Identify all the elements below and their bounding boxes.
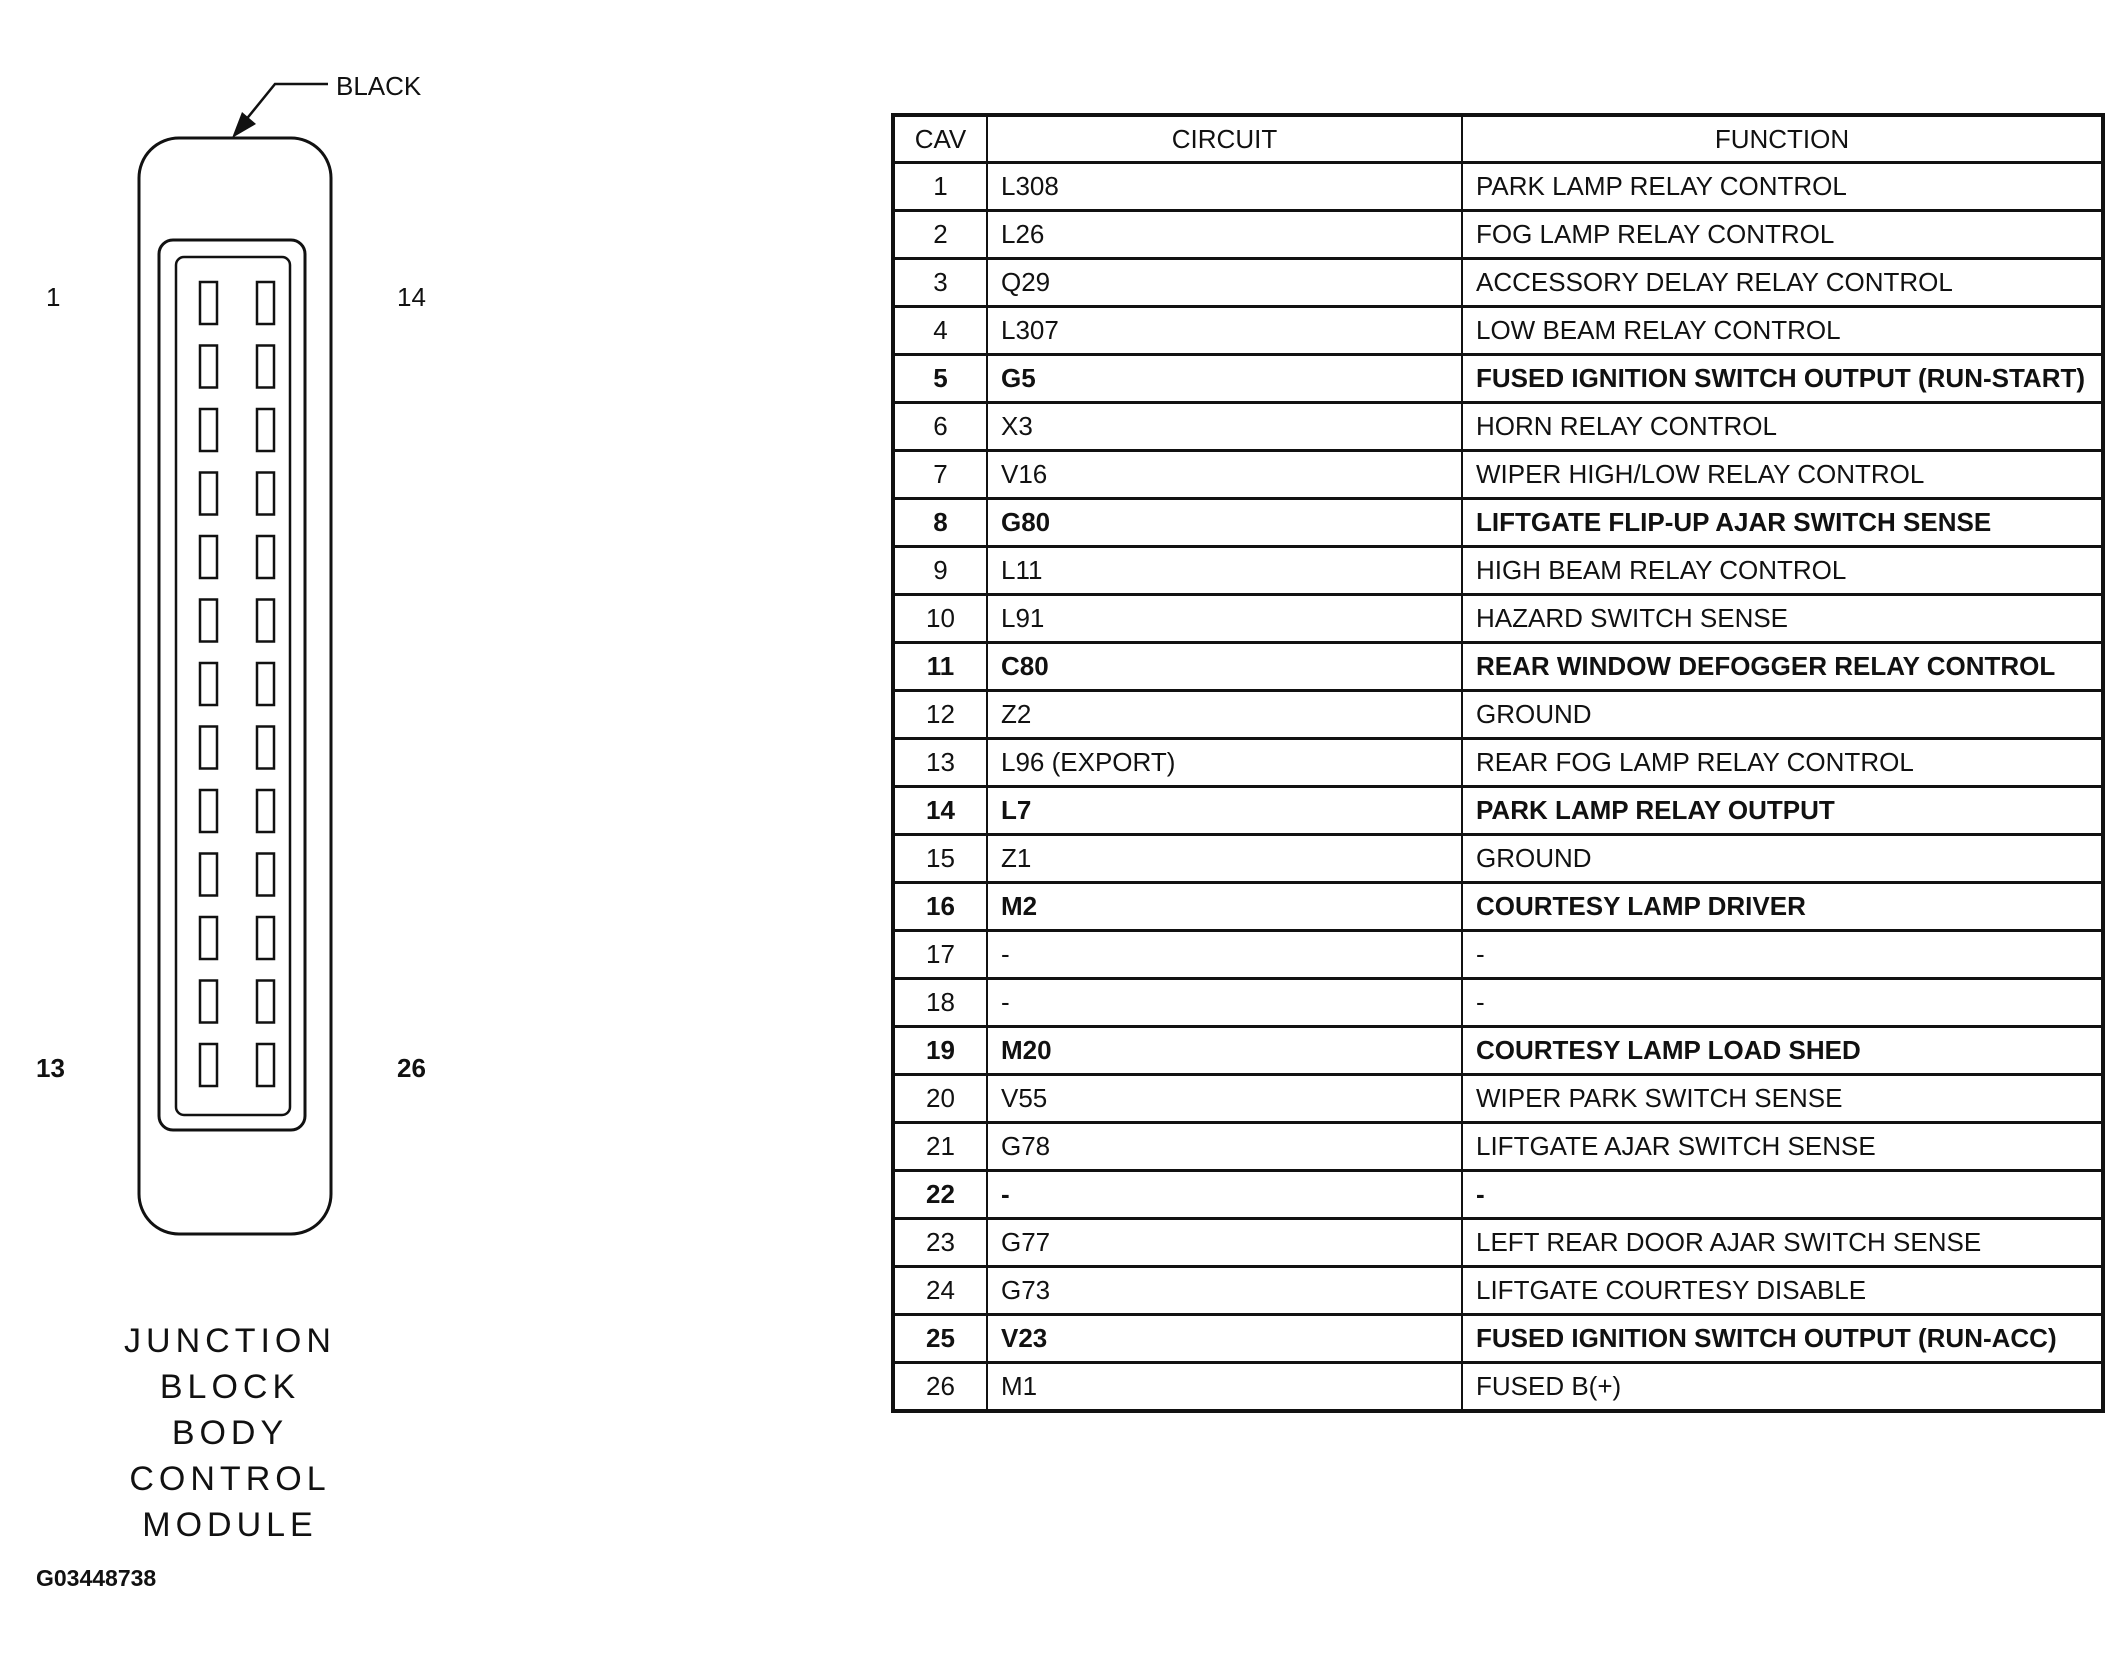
pin-cavity <box>200 1044 217 1086</box>
header-circuit: CIRCUIT <box>987 115 1462 163</box>
module-title-line: MODULE <box>142 1506 318 1544</box>
circuit-cell: M1 <box>987 1363 1462 1412</box>
pin-cavity <box>257 981 274 1023</box>
function-cell: WIPER PARK SWITCH SENSE <box>1462 1075 2103 1123</box>
table-row <box>893 211 2103 259</box>
cav-cell: 18 <box>893 979 987 1027</box>
pin-cavity <box>200 981 217 1023</box>
module-title-line: BODY <box>171 1414 289 1452</box>
cav-cell: 12 <box>893 691 987 739</box>
table-row <box>893 595 2103 643</box>
table-row <box>893 1363 2103 1412</box>
cav-cell: 4 <box>893 307 987 355</box>
cav-cell: 22 <box>893 1171 987 1219</box>
function-cell: LOW BEAM RELAY CONTROL <box>1462 307 2103 355</box>
cav-cell: 15 <box>893 835 987 883</box>
circuit-cell: L7 <box>987 787 1462 835</box>
function-cell: HIGH BEAM RELAY CONTROL <box>1462 547 2103 595</box>
function-cell: REAR WINDOW DEFOGGER RELAY CONTROL <box>1462 643 2103 691</box>
function-cell: COURTESY LAMP LOAD SHED <box>1462 1027 2103 1075</box>
pin-cavity <box>200 727 217 769</box>
circuit-cell: M2 <box>987 883 1462 931</box>
cav-cell: 17 <box>893 931 987 979</box>
cav-cell: 3 <box>893 259 987 307</box>
table-row <box>893 979 2103 1027</box>
function-cell: HAZARD SWITCH SENSE <box>1462 595 2103 643</box>
table-row <box>893 1171 2103 1219</box>
function-cell: HORN RELAY CONTROL <box>1462 403 2103 451</box>
cav-cell: 25 <box>893 1315 987 1363</box>
table-row <box>893 499 2103 547</box>
cav-cell: 1 <box>893 163 987 211</box>
function-cell: REAR FOG LAMP RELAY CONTROL <box>1462 739 2103 787</box>
cav-cell: 9 <box>893 547 987 595</box>
circuit-cell: M20 <box>987 1027 1462 1075</box>
circuit-cell: L11 <box>987 547 1462 595</box>
table-row <box>893 739 2103 787</box>
table-row <box>893 691 2103 739</box>
function-cell: ACCESSORY DELAY RELAY CONTROL <box>1462 259 2103 307</box>
pin-cavity <box>257 600 274 642</box>
table-row <box>893 259 2103 307</box>
pin-cavity <box>257 1044 274 1086</box>
cav-cell: 6 <box>893 403 987 451</box>
table-row <box>893 1075 2103 1123</box>
pin-label-bottom-right: 26 <box>397 1053 426 1083</box>
table-row <box>893 403 2103 451</box>
cav-cell: 26 <box>893 1363 987 1412</box>
function-cell: LIFTGATE FLIP-UP AJAR SWITCH SENSE <box>1462 499 2103 547</box>
circuit-cell: V23 <box>987 1315 1462 1363</box>
cav-cell: 19 <box>893 1027 987 1075</box>
pin-label-top-left: 1 <box>46 282 61 312</box>
circuit-cell: X3 <box>987 403 1462 451</box>
cav-cell: 20 <box>893 1075 987 1123</box>
circuit-cell: G78 <box>987 1123 1462 1171</box>
function-cell: FOG LAMP RELAY CONTROL <box>1462 211 2103 259</box>
circuit-cell: - <box>987 931 1462 979</box>
function-cell: GROUND <box>1462 835 2103 883</box>
cav-cell: 21 <box>893 1123 987 1171</box>
pin-cavity <box>200 917 217 959</box>
pin-cavity <box>257 854 274 896</box>
table-row <box>893 1315 2103 1363</box>
circuit-cell: L307 <box>987 307 1462 355</box>
circuit-cell: - <box>987 979 1462 1027</box>
module-title <box>100 1318 360 1548</box>
circuit-cell: Z2 <box>987 691 1462 739</box>
circuit-cell: Q29 <box>987 259 1462 307</box>
circuit-cell: G80 <box>987 499 1462 547</box>
function-cell: WIPER HIGH/LOW RELAY CONTROL <box>1462 451 2103 499</box>
pin-cavity <box>257 790 274 832</box>
circuit-cell: V55 <box>987 1075 1462 1123</box>
circuit-cell: L308 <box>987 163 1462 211</box>
circuit-cell: L96 (EXPORT) <box>987 739 1462 787</box>
function-cell: FUSED B(+) <box>1462 1363 2103 1412</box>
pin-cavity <box>200 600 217 642</box>
function-cell: FUSED IGNITION SWITCH OUTPUT (RUN-START) <box>1462 355 2103 403</box>
pinout-table-body <box>893 163 2103 1412</box>
pin-cavity <box>200 854 217 896</box>
circuit-cell: V16 <box>987 451 1462 499</box>
table-row <box>893 835 2103 883</box>
function-cell: FUSED IGNITION SWITCH OUTPUT (RUN-ACC) <box>1462 1315 2103 1363</box>
pin-cavity <box>200 282 217 324</box>
pin-cavity <box>257 536 274 578</box>
function-cell: - <box>1462 931 2103 979</box>
function-cell: LIFTGATE AJAR SWITCH SENSE <box>1462 1123 2103 1171</box>
circuit-cell: L26 <box>987 211 1462 259</box>
function-cell: PARK LAMP RELAY OUTPUT <box>1462 787 2103 835</box>
color-leader-arrow <box>232 112 256 138</box>
connector-color-label: BLACK <box>336 71 422 101</box>
header-cav: CAV <box>893 115 987 163</box>
table-row <box>893 931 2103 979</box>
cav-cell: 14 <box>893 787 987 835</box>
pin-cavity <box>200 663 217 705</box>
table-row <box>893 1267 2103 1315</box>
pin-cavity <box>200 473 217 515</box>
connector-body-outline <box>139 138 331 1234</box>
cav-cell: 24 <box>893 1267 987 1315</box>
table-row <box>893 307 2103 355</box>
circuit-cell: G73 <box>987 1267 1462 1315</box>
function-cell: GROUND <box>1462 691 2103 739</box>
function-cell: COURTESY LAMP DRIVER <box>1462 883 2103 931</box>
cav-cell: 2 <box>893 211 987 259</box>
pin-cavity <box>257 346 274 388</box>
pin-cavity <box>200 790 217 832</box>
circuit-cell: C80 <box>987 643 1462 691</box>
pin-label-bottom-left: 13 <box>36 1053 65 1083</box>
table-row <box>893 883 2103 931</box>
pin-cavity <box>200 536 217 578</box>
module-title-line: BLOCK <box>159 1368 301 1406</box>
pinout-table <box>891 113 2105 1413</box>
pin-label-top-right: 14 <box>397 282 426 312</box>
header-function: FUNCTION <box>1462 115 2103 163</box>
cav-cell: 16 <box>893 883 987 931</box>
cav-cell: 5 <box>893 355 987 403</box>
cav-cell: 11 <box>893 643 987 691</box>
pin-cavity <box>200 346 217 388</box>
pin-cavity <box>257 663 274 705</box>
function-cell: LEFT REAR DOOR AJAR SWITCH SENSE <box>1462 1219 2103 1267</box>
cav-cell: 10 <box>893 595 987 643</box>
circuit-cell: G5 <box>987 355 1462 403</box>
table-header-row <box>893 115 2103 163</box>
circuit-cell: - <box>987 1171 1462 1219</box>
table-row <box>893 1027 2103 1075</box>
pin-cavity <box>257 917 274 959</box>
pin-cavity <box>257 727 274 769</box>
circuit-cell: Z1 <box>987 835 1462 883</box>
pin-cavity <box>257 409 274 451</box>
pin-cavity <box>200 409 217 451</box>
table-row <box>893 547 2103 595</box>
table-row <box>893 643 2103 691</box>
function-cell: - <box>1462 979 2103 1027</box>
pin-cavity <box>257 282 274 324</box>
cav-cell: 8 <box>893 499 987 547</box>
figure-id: G03448738 <box>36 1565 157 1591</box>
table-row <box>893 1219 2103 1267</box>
function-cell: LIFTGATE COURTESY DISABLE <box>1462 1267 2103 1315</box>
pin-cavity <box>257 473 274 515</box>
function-cell: PARK LAMP RELAY CONTROL <box>1462 163 2103 211</box>
function-cell: - <box>1462 1171 2103 1219</box>
module-title-line: CONTROL <box>129 1460 331 1498</box>
cav-cell: 7 <box>893 451 987 499</box>
circuit-cell: L91 <box>987 595 1462 643</box>
table-row <box>893 163 2103 211</box>
circuit-cell: G77 <box>987 1219 1462 1267</box>
module-title-line: JUNCTION <box>124 1322 336 1360</box>
cav-cell: 13 <box>893 739 987 787</box>
cav-cell: 23 <box>893 1219 987 1267</box>
table-row <box>893 451 2103 499</box>
table-row <box>893 355 2103 403</box>
table-row <box>893 787 2103 835</box>
table-row <box>893 1123 2103 1171</box>
